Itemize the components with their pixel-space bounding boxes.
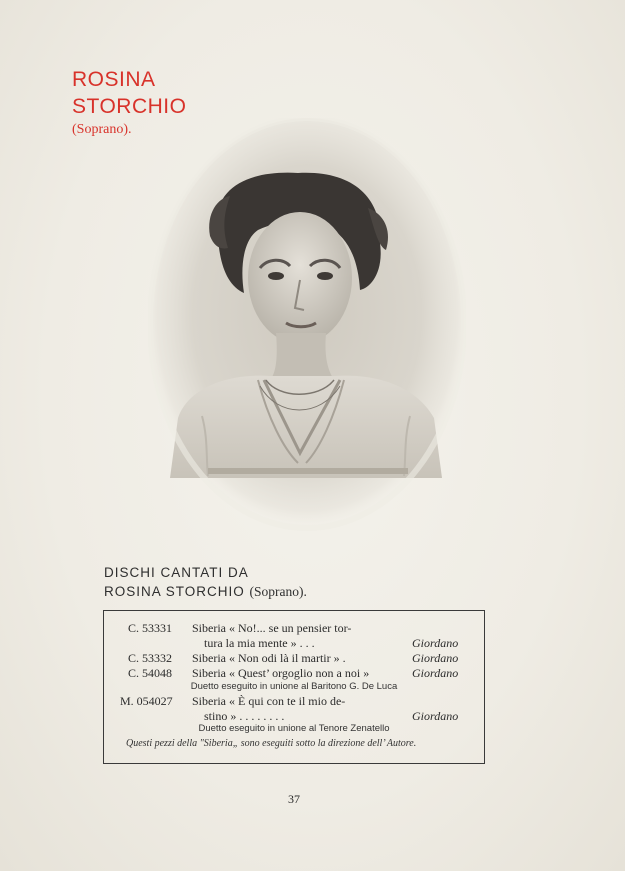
record-title: Siberia « No!... se un pensier tor- [192,621,352,635]
record-composer: Giordano [412,709,459,723]
record-code: C. 54048 [128,666,173,680]
footnote: Questi pezzi della "Siberia„ sono eseguiti sotto la direzione dell’ Autore. [126,738,417,749]
record-code: C. 53331 [128,621,173,635]
artist-name-line2: STORCHIO [72,95,187,118]
records-title-artist: ROSINA STORCHIO [104,584,245,599]
artist-name-line1: ROSINA [72,68,156,91]
page-number: 37 [288,792,300,806]
record-composer: Giordano [412,666,459,680]
record-note: Duetto eseguito in unione al Tenore Zenatello [198,723,390,734]
records-title-voice: (Soprano). [249,584,307,599]
record-note: Duetto eseguito in unione al Baritono G. De Luca [190,681,398,692]
record-code: C. 53332 [128,651,173,665]
records-section-title [104,563,307,601]
record-composer: Giordano [412,636,459,650]
records-title-line2 [104,582,307,601]
record-title: Siberia « Non odi là il martir » . [192,651,346,665]
record-title-continued: tura la mia mente » . . . [204,636,315,650]
record-composer: Giordano [412,651,459,665]
record-title-continued: stino » . . . . . . . . [204,709,285,723]
records-table [103,610,485,764]
record-code: M. 054027 [120,694,173,708]
record-title: Siberia « È qui con te il mio de- [192,694,346,708]
portrait-photo [148,118,466,533]
record-title: Siberia « Quest’ orgoglio non a noi » [192,666,370,680]
records-title-line1: DISCHI CANTATI DA [104,565,249,580]
artist-voice: (Soprano). [72,122,132,137]
